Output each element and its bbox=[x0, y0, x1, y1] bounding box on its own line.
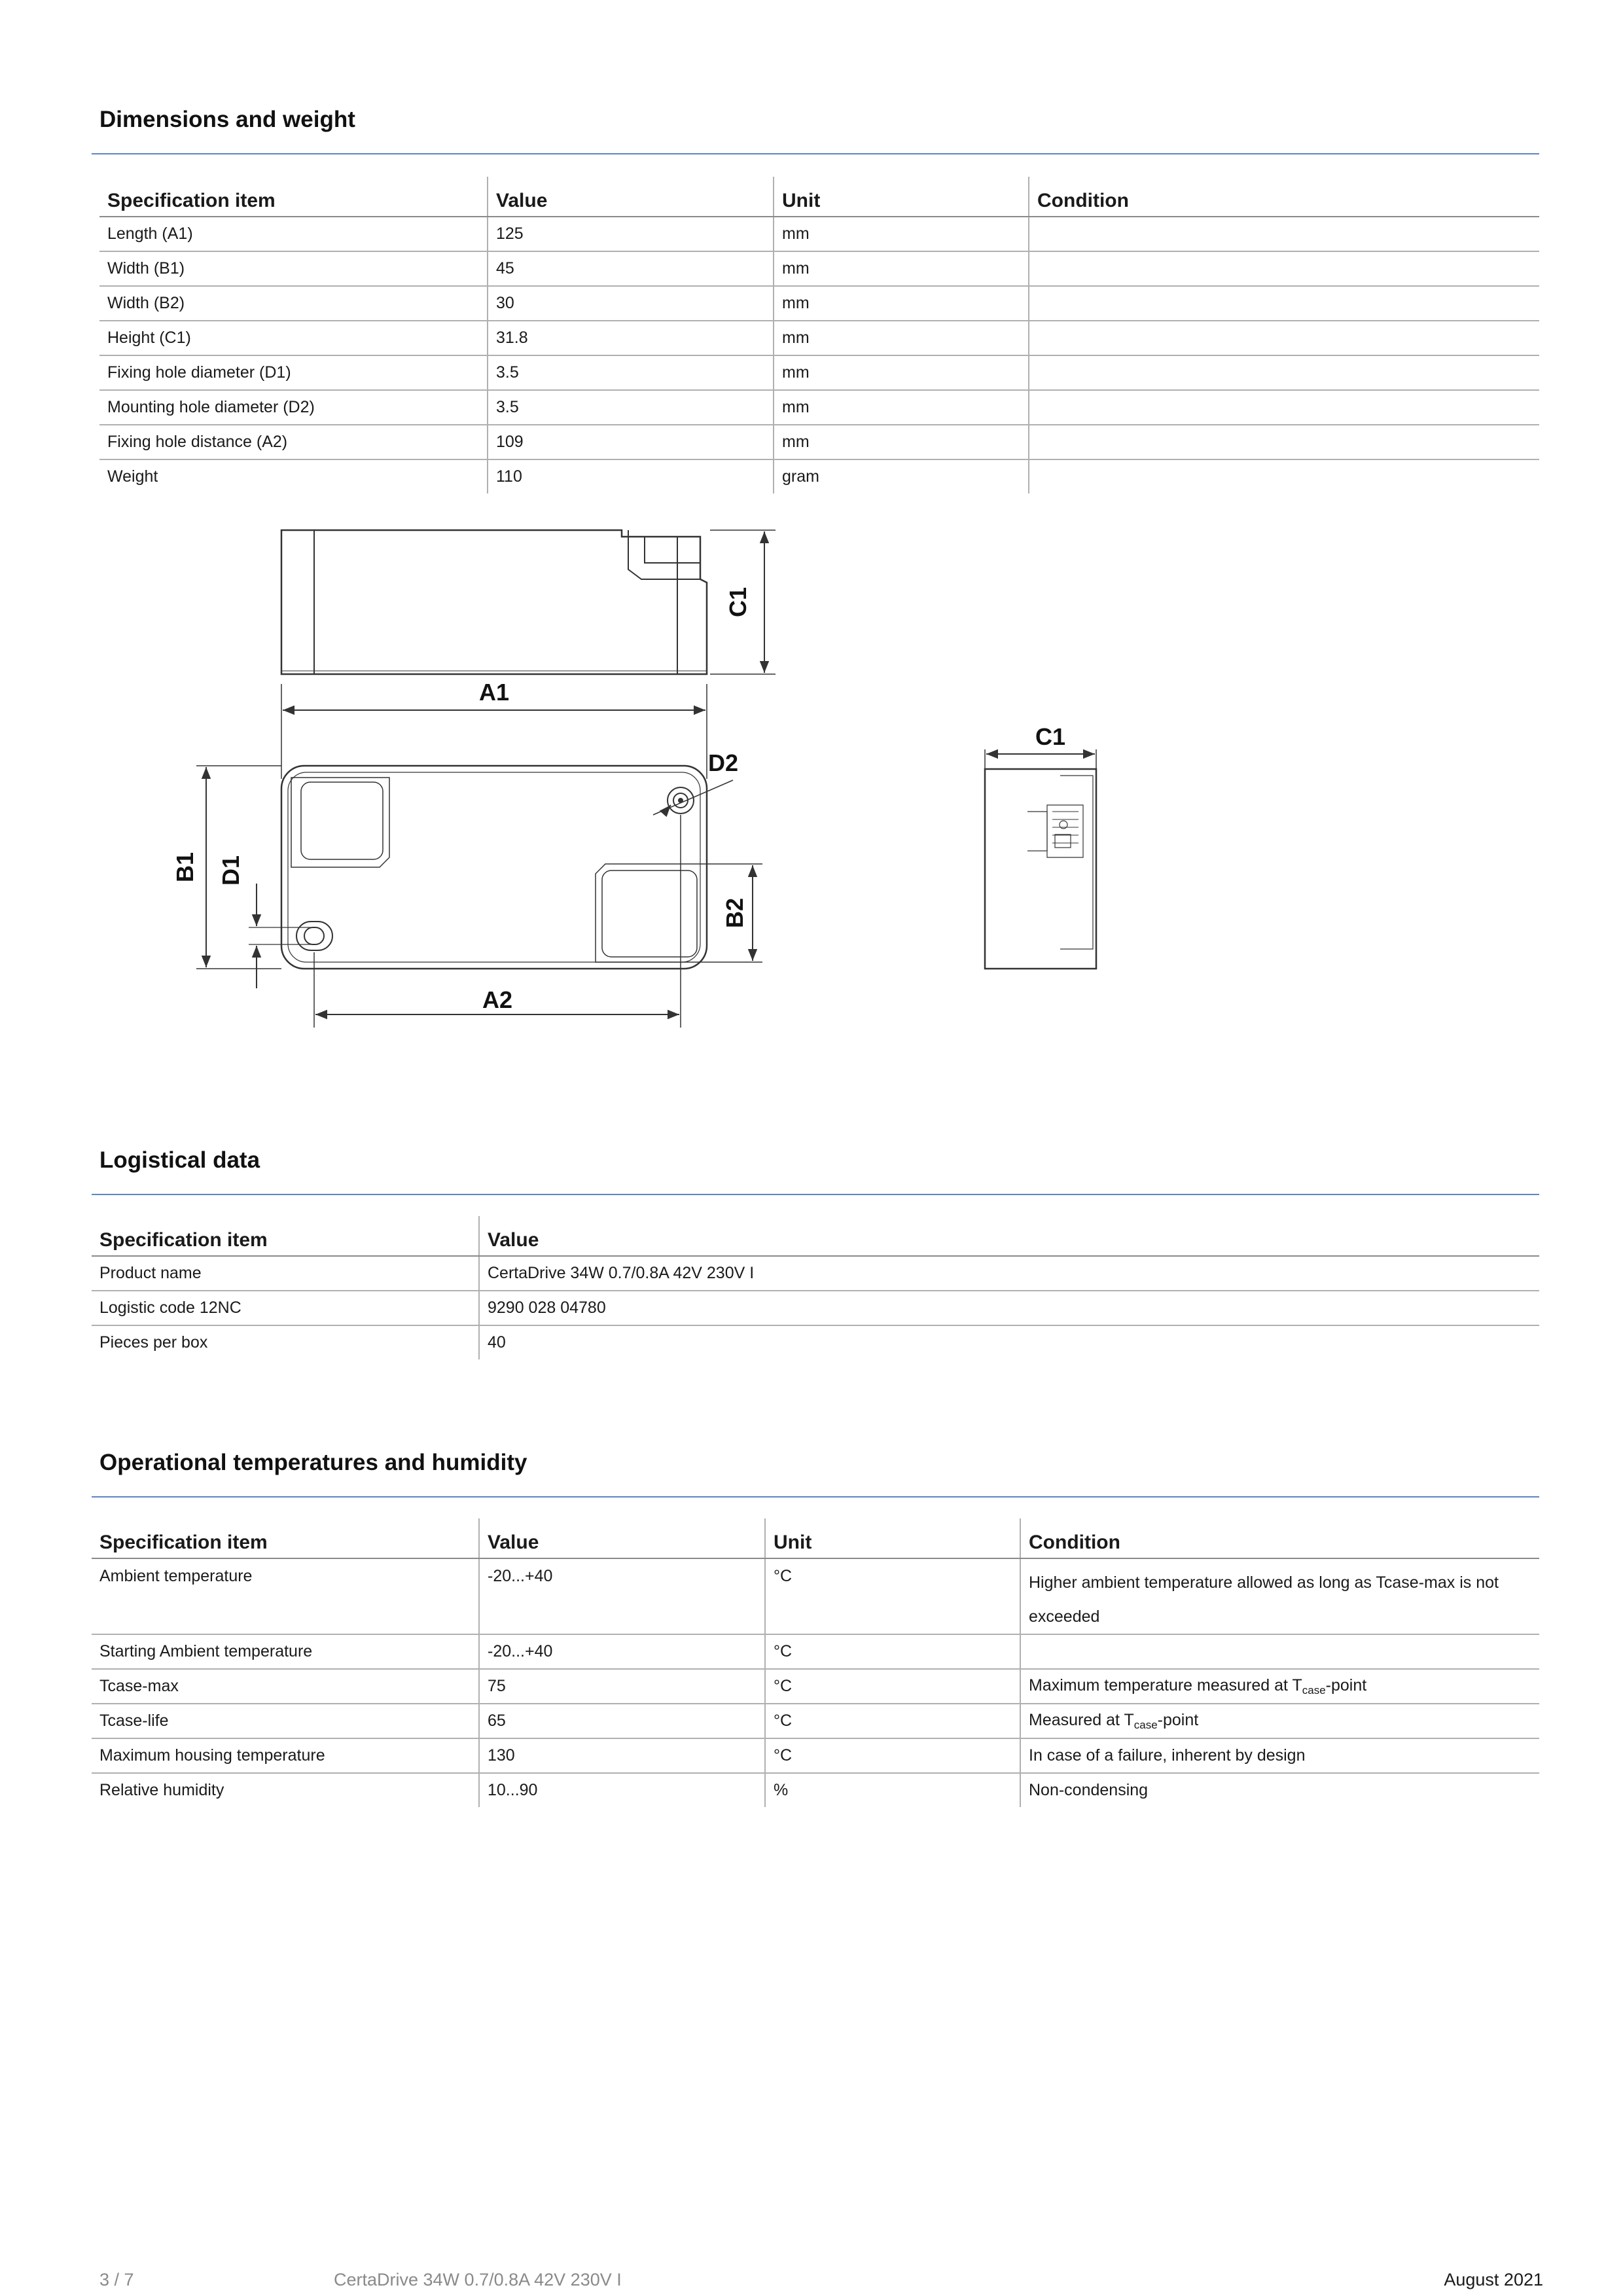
section-title-logistical: Logistical data bbox=[99, 1147, 260, 1173]
spec-item-cell: Tcase-life bbox=[92, 1704, 479, 1738]
column-header: Condition bbox=[1029, 177, 1539, 217]
column-header: Value bbox=[479, 1216, 1539, 1256]
spec-item-cell: Product name bbox=[92, 1256, 479, 1291]
spec-item-cell: Maximum housing temperature bbox=[92, 1738, 479, 1773]
table-row bbox=[99, 390, 1539, 425]
column-header: Value bbox=[488, 177, 774, 217]
dimension-label: A1 bbox=[478, 679, 510, 706]
table-row bbox=[99, 355, 1539, 390]
side-view-top bbox=[281, 530, 707, 674]
condition-cell: Higher ambient temperature allowed as long as Tcase-max is not exceeded bbox=[1020, 1558, 1539, 1634]
dimension-label: C1 bbox=[1035, 723, 1066, 750]
plan-view bbox=[281, 766, 707, 969]
condition-cell bbox=[1029, 251, 1539, 286]
value-cell: 65 bbox=[479, 1704, 765, 1738]
spec-item-cell: Fixing hole diameter (D1) bbox=[99, 355, 488, 390]
condition-cell bbox=[1020, 1704, 1539, 1738]
dimension-label: D2 bbox=[707, 749, 739, 776]
table-row bbox=[99, 425, 1539, 459]
value-cell: 3.5 bbox=[488, 355, 774, 390]
end-view bbox=[985, 769, 1096, 969]
unit-cell: °C bbox=[765, 1669, 1020, 1704]
column-header: Unit bbox=[774, 177, 1029, 217]
unit-cell: mm bbox=[774, 355, 1029, 390]
unit-cell: gram bbox=[774, 459, 1029, 493]
column-header: Unit bbox=[765, 1518, 1020, 1558]
dimension-label: A2 bbox=[482, 986, 513, 1013]
spec-item-cell: Weight bbox=[107, 467, 158, 486]
value-cell: 75 bbox=[479, 1669, 765, 1704]
column-header: Value bbox=[479, 1518, 765, 1558]
table-row bbox=[99, 321, 1539, 355]
logistical-table bbox=[92, 1216, 1539, 1359]
value-cell: 109 bbox=[488, 425, 774, 459]
spec-item-cell: Pieces per box bbox=[99, 1333, 208, 1352]
condition-cell bbox=[1029, 286, 1539, 321]
section-title-operational: Operational temperatures and humidity bbox=[99, 1450, 527, 1475]
value-cell: 125 bbox=[488, 217, 774, 251]
value-cell: 3.5 bbox=[488, 390, 774, 425]
table-row bbox=[92, 1325, 1539, 1359]
spec-item-cell: Tcase-max bbox=[92, 1669, 479, 1704]
value-cell: 110 bbox=[488, 459, 774, 493]
section-divider bbox=[92, 153, 1539, 154]
table-header-row bbox=[99, 177, 1539, 217]
section-title-dimensions: Dimensions and weight bbox=[99, 107, 355, 132]
column-header: Specification item bbox=[99, 177, 488, 217]
value-cell: -20...+40 bbox=[479, 1634, 765, 1669]
condition-cell: In case of a failure, inherent by design bbox=[1020, 1738, 1539, 1773]
value-cell: 30 bbox=[488, 286, 774, 321]
condition-cell bbox=[1020, 1669, 1539, 1704]
value-cell: 45 bbox=[488, 251, 774, 286]
condition-cell bbox=[1020, 1634, 1539, 1669]
unit-cell: °C bbox=[765, 1634, 1020, 1669]
dimension-label: D1 bbox=[217, 855, 244, 886]
dimension-a1 bbox=[281, 679, 707, 779]
condition-cell bbox=[1029, 355, 1539, 390]
dimension-c1-top bbox=[710, 530, 776, 674]
table-row bbox=[99, 286, 1539, 321]
spec-item-cell: Width (B2) bbox=[99, 286, 488, 321]
spec-item-cell: Length (A1) bbox=[99, 217, 488, 251]
spec-item-cell: Height (C1) bbox=[99, 321, 488, 355]
table-row bbox=[92, 1738, 1539, 1773]
value-cell: -20...+40 bbox=[479, 1558, 765, 1634]
page-number: 3 / 7 bbox=[99, 2270, 134, 2289]
table-row bbox=[92, 1669, 1539, 1704]
dimension-label: B1 bbox=[171, 852, 198, 883]
spec-item-cell: Width (B1) bbox=[99, 251, 488, 286]
dimension-b2 bbox=[700, 864, 762, 962]
section-divider bbox=[92, 1194, 1539, 1195]
condition-text: Maximum temperature measured at T bbox=[1029, 1676, 1302, 1695]
condition-cell bbox=[1029, 217, 1539, 251]
condition-text: -point bbox=[1157, 1710, 1199, 1729]
unit-cell: % bbox=[765, 1773, 1020, 1807]
column-header: Specification item bbox=[92, 1216, 479, 1256]
value-cell: 130 bbox=[479, 1738, 765, 1773]
condition-text: Measured at T bbox=[1029, 1710, 1134, 1729]
dimension-label: B2 bbox=[721, 897, 748, 929]
unit-cell: mm bbox=[774, 217, 1029, 251]
table-row bbox=[99, 459, 1539, 493]
spec-item-cell: Ambient temperature bbox=[92, 1558, 479, 1634]
condition-cell bbox=[1029, 321, 1539, 355]
value-cell: 10...90 bbox=[479, 1773, 765, 1807]
table-header-row bbox=[92, 1216, 1539, 1256]
dimension-c1-end bbox=[985, 723, 1096, 769]
condition-text: -point bbox=[1325, 1676, 1367, 1695]
dimensions-table bbox=[99, 177, 1539, 493]
value-cell: 31.8 bbox=[488, 321, 774, 355]
table-row bbox=[99, 217, 1539, 251]
table-row bbox=[92, 1291, 1539, 1325]
unit-cell: °C bbox=[765, 1558, 1020, 1634]
footer-product-name: CertaDrive 34W 0.7/0.8A 42V 230V I bbox=[334, 2270, 622, 2289]
column-header: Condition bbox=[1020, 1518, 1539, 1558]
dimension-label: C1 bbox=[724, 586, 751, 618]
condition-subscript: case bbox=[1302, 1683, 1326, 1696]
dimension-drawing bbox=[157, 517, 1165, 1041]
spec-item-cell: Relative humidity bbox=[99, 1781, 224, 1799]
unit-cell: mm bbox=[774, 251, 1029, 286]
unit-cell: mm bbox=[774, 286, 1029, 321]
spec-item-cell: Mounting hole diameter (D2) bbox=[99, 390, 488, 425]
dimension-a2 bbox=[314, 815, 681, 1028]
condition-cell: Non-condensing bbox=[1020, 1773, 1539, 1807]
condition-cell bbox=[1029, 390, 1539, 425]
table-row bbox=[92, 1773, 1539, 1807]
unit-cell: mm bbox=[774, 425, 1029, 459]
condition-subscript: case bbox=[1133, 1718, 1158, 1731]
dimension-d2 bbox=[653, 749, 738, 815]
condition-cell bbox=[1029, 459, 1539, 493]
table-row bbox=[92, 1704, 1539, 1738]
value-cell: 40 bbox=[479, 1325, 1539, 1359]
value-cell: 9290 028 04780 bbox=[479, 1291, 1539, 1325]
table-row bbox=[99, 251, 1539, 286]
table-row bbox=[92, 1256, 1539, 1291]
operational-table bbox=[92, 1518, 1539, 1807]
table-header-row bbox=[92, 1518, 1539, 1558]
table-row bbox=[92, 1634, 1539, 1669]
unit-cell: mm bbox=[774, 321, 1029, 355]
value-cell: CertaDrive 34W 0.7/0.8A 42V 230V I bbox=[479, 1256, 1539, 1291]
column-header: Specification item bbox=[92, 1518, 479, 1558]
spec-item-cell: Logistic code 12NC bbox=[92, 1291, 479, 1325]
table-row bbox=[92, 1558, 1539, 1634]
unit-cell: mm bbox=[774, 390, 1029, 425]
unit-cell: °C bbox=[765, 1738, 1020, 1773]
spec-item-cell: Fixing hole distance (A2) bbox=[99, 425, 488, 459]
footer-date: August 2021 bbox=[1444, 2270, 1543, 2289]
section-divider bbox=[92, 1496, 1539, 1498]
condition-cell bbox=[1029, 425, 1539, 459]
unit-cell: °C bbox=[765, 1704, 1020, 1738]
spec-item-cell: Starting Ambient temperature bbox=[92, 1634, 479, 1669]
